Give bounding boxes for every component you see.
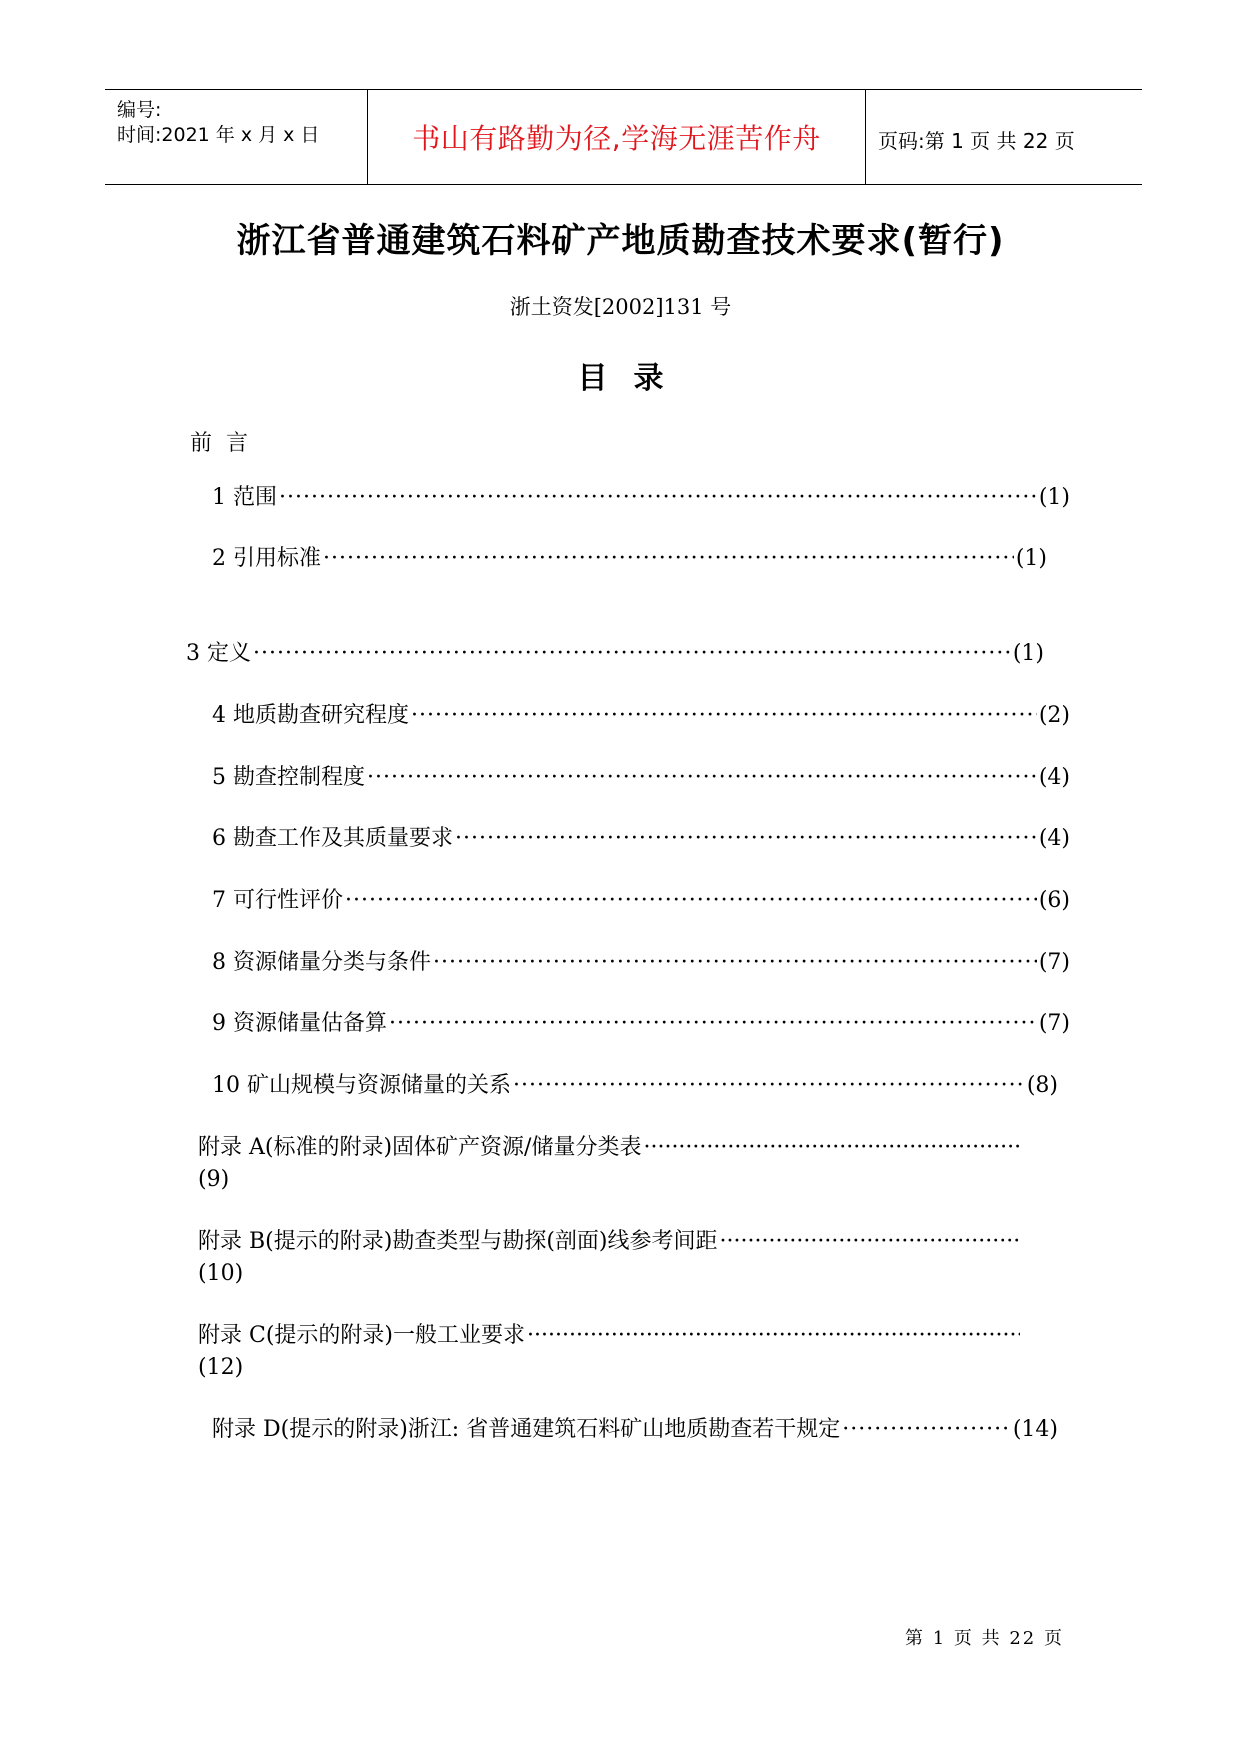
toc-appendix-entry[interactable]: [198, 1226, 1020, 1290]
toc-leader: [527, 1320, 1020, 1352]
header-middle-cell: [368, 90, 866, 184]
toc-entry-page: (1): [1038, 485, 1070, 510]
toc-entry-page: (1): [1015, 546, 1047, 571]
toc-entry[interactable]: [212, 885, 1070, 917]
toc-entry-page: (10): [198, 1261, 244, 1286]
toc-entry-text: 附录 A(标准的附录)固体矿产资源/储量分类表: [198, 1135, 642, 1160]
toc-entry-page: (12): [198, 1355, 244, 1380]
toc-entry-text: 附录 D(提示的附录)浙江: 省普通建筑石料矿山地质勘查若干规定: [212, 1417, 841, 1442]
toc-entry-page: (8): [1026, 1073, 1058, 1098]
toc-entry-page: (14): [1012, 1417, 1058, 1442]
toc-entry-page: (9): [198, 1167, 230, 1192]
toc-entry-page: (2): [1038, 703, 1070, 728]
toc-entry[interactable]: [212, 482, 1070, 514]
toc-appendix-entry[interactable]: [198, 1132, 1020, 1196]
header-motto: 书山有路勤为径,学海无涯苦作舟: [412, 122, 821, 155]
toc-entry[interactable]: [212, 1008, 1070, 1040]
page-header: [105, 89, 1142, 185]
toc-preface: 前言: [190, 431, 263, 456]
toc-entry-text: 3 定义: [186, 641, 251, 666]
header-left-cell: [105, 90, 368, 184]
header-page-label: 页码:第 1 页 共 22 页: [878, 129, 1075, 153]
toc-leader: [345, 885, 1037, 917]
document-title: 浙江省普通建筑石料矿产地质勘查技术要求(暂行): [236, 221, 1005, 261]
toc-leader: [279, 482, 1037, 514]
toc-entry-page: (1): [1012, 641, 1044, 666]
toc-leader: [411, 700, 1037, 732]
toc-entry-text: 9 资源储量估备算: [212, 1011, 387, 1036]
toc-entry-text: 附录 C(提示的附录)一般工业要求: [198, 1323, 525, 1348]
document-number: 浙土资发[2002]131 号: [509, 295, 732, 319]
toc-entry-text: 7 可行性评价: [212, 888, 343, 913]
toc-entry-page: (7): [1038, 1011, 1070, 1036]
toc-entry[interactable]: [212, 823, 1070, 855]
toc-entry-text: 6 勘查工作及其质量要求: [212, 826, 453, 851]
toc-entry-page: (6): [1038, 888, 1070, 913]
toc-entry-text: 4 地质勘查研究程度: [212, 703, 409, 728]
toc-leader: [720, 1226, 1021, 1258]
toc-entry-page: (4): [1038, 826, 1070, 851]
toc-entry-text: 附录 B(提示的附录)勘查类型与勘探(剖面)线参考间距: [198, 1229, 718, 1254]
page-footer: 第 1 页 共 22 页: [905, 1628, 1064, 1649]
toc-entry-page: (4): [1038, 765, 1070, 790]
toc-entry-page: (7): [1038, 950, 1070, 975]
toc-leader: [455, 823, 1037, 855]
toc-entry-text: 5 勘查控制程度: [212, 765, 365, 790]
toc-heading: 目录: [577, 361, 690, 396]
toc-entry-text: 8 资源储量分类与条件: [212, 950, 431, 975]
header-right-cell: [866, 90, 1142, 184]
toc-entry-text: 1 范围: [212, 485, 277, 510]
toc-entry[interactable]: [212, 762, 1070, 794]
toc-leader: [513, 1070, 1025, 1102]
toc-leader: [253, 638, 1011, 670]
toc-leader: [842, 1414, 1011, 1446]
toc-entry[interactable]: [186, 638, 1044, 670]
toc-entry[interactable]: [212, 543, 1047, 575]
toc-entry[interactable]: [212, 700, 1070, 732]
toc-appendix-entry[interactable]: [198, 1320, 1020, 1384]
toc-leader: [323, 543, 1014, 575]
toc-leader: [367, 762, 1037, 794]
toc-entry[interactable]: [212, 1070, 1058, 1102]
time-label: 时间:2021 年 x 月 x 日: [117, 124, 320, 146]
toc-appendix-entry[interactable]: [212, 1414, 1058, 1446]
toc-leader: [433, 947, 1037, 979]
toc-leader: [389, 1008, 1037, 1040]
toc-entry-text: 10 矿山规模与资源储量的关系: [212, 1073, 511, 1098]
number-label: 编号:: [117, 99, 162, 121]
toc-entry[interactable]: [212, 947, 1070, 979]
toc-leader: [643, 1132, 1020, 1164]
toc-entry-text: 2 引用标准: [212, 546, 321, 571]
